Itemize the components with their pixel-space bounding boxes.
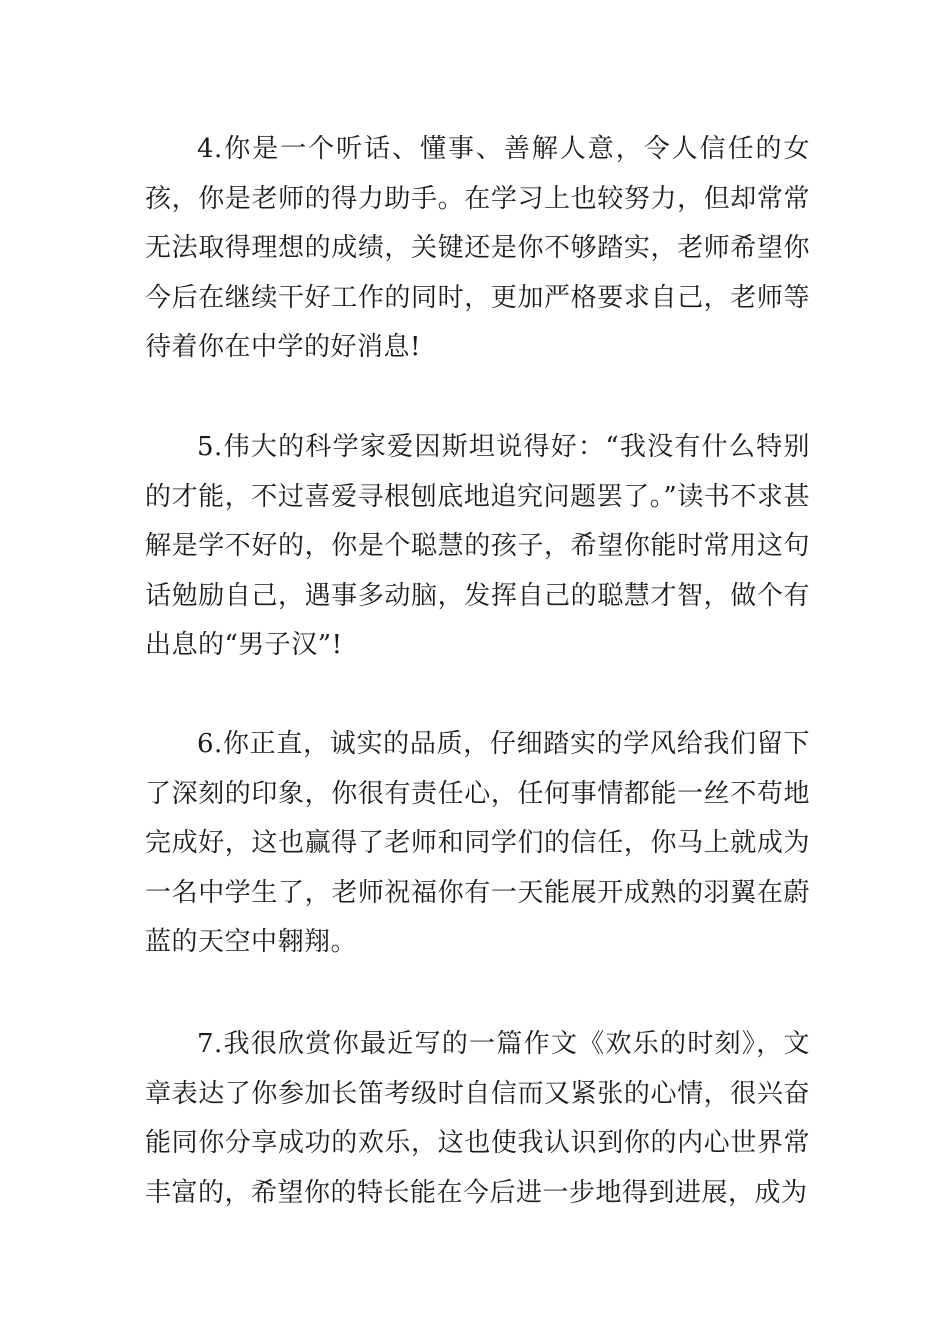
- paragraph-7: 7.我很欣赏你最近写的一篇作文《欢乐的时刻》，文章表达了你参加长笛考级时自信而又紧张的心情，很兴奋能同你分享成功的欢乐，这也使我认识到你的内心世界常丰富的，希望你的特长能在今后进一步地得到进展，成为: [145, 1029, 810, 1208]
- paragraph-5: 5.伟大的科学家爱因斯坦说得好：“我没有什么特别的才能，不过喜爱寻根刨底地追究问题罢了。”读书不求甚解是学不好的，你是个聪慧的孩子，希望你能时常用这句话勉励自己，遇事多动脑，发挥自己的聪慧才智，做个有出息的“男子汉”!: [145, 432, 810, 660]
- paragraph-6: 6.你正直，诚实的品质，仔细踏实的学风给我们留下了深刻的印象，你很有责任心，任何事情都能一丝不苟地完成好，这也赢得了老师和同学们的信任，你马上就成为一名中学生了，老师祝福你有一天能展开成熟的羽翼在蔚蓝的天空中翱翔。: [145, 729, 810, 957]
- paragraph-4: 4.你是一个听话、懂事、善解人意，令人信任的女孩，你是老师的得力助手。在学习上也较努力，但却常常无法取得理想的成绩，关键还是你不够踏实，老师希望你今后在继续干好工作的同时，更加严格要求自己，老师等待着你在中学的好消息!: [145, 134, 810, 362]
